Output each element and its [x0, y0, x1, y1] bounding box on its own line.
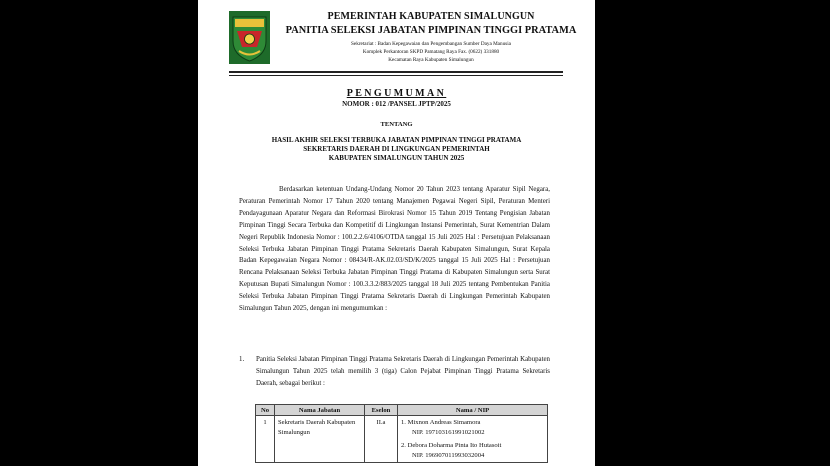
list-item-text: Panitia Seleksi Jabatan Pimpinan Tinggi Pratama Sekretaris Daerah di Lingkungan Pemerintah Kabupaten Simalungun Tahun 2025 telah memilih 3 (tiga) Calon Pejabat Pimpinan Tinggi Pratama Sekretaris Daerah, sebagai berikut : — [256, 356, 550, 387]
candidate-nip: NIP. 197103161991021002 — [412, 428, 485, 436]
cell-nama-nip — [398, 416, 548, 463]
letterhead-secretariat: Sekretariat : Badan Kepegawaian dan Pengembangan Sumber Daya Manusia Komplek Perkantoran SKPD Pamatang Raya Fax. (0622) 331880 Kecamatan Raya Kabupaten Simalungun — [351, 41, 511, 63]
table-header-row — [256, 405, 548, 416]
cell-eselon: II.a — [365, 416, 398, 463]
letterhead — [278, 10, 584, 64]
cell-jabatan: Sekretaris Daerah Kabupaten Simalungun — [275, 416, 365, 463]
column-header-jabatan: Nama Jabatan — [275, 405, 365, 416]
announcement-subject: HASIL AKHIR SELEKSI TERBUKA JABATAN PIMPINAN TINGGI PRATAMA SEKRETARIS DAERAH DI LINGKUNGAN PEMERINTAH KABUPATEN SIMALUNGUN TAHUN 2025 — [271, 136, 522, 162]
letterhead-divider-thin — [229, 75, 563, 76]
announcement-title: PENGUMUMAN — [346, 88, 447, 99]
cell-no: 1 — [256, 416, 275, 463]
list-item-number: 1. — [239, 356, 245, 363]
letterhead-committee: PANITIA SELEKSI JABATAN PIMPINAN TINGGI PRATAMA — [285, 25, 577, 36]
announcement-number: NOMOR : 012 /PANSEL JPTP/2025 — [342, 100, 451, 108]
column-header-eselon: Eselon — [365, 405, 398, 416]
candidate-nip: NIP. 196907011993032004 — [412, 451, 485, 459]
announcement-about: TENTANG — [380, 121, 413, 128]
table-row — [256, 416, 548, 463]
list-item — [239, 354, 550, 390]
candidates-table — [255, 404, 548, 463]
candidate-name: 1. Mixnon Andreas Simamora — [401, 419, 481, 426]
column-header-nama-nip: Nama / NIP — [398, 405, 548, 416]
letterhead-government: PEMERINTAH KABUPATEN SIMALUNGUN — [327, 11, 535, 22]
letterhead-divider — [229, 71, 563, 73]
simalungun-emblem-logo — [229, 11, 270, 64]
candidate-name: 2. Debora Doharma Pinta Ito Hutasoit — [401, 442, 502, 449]
column-header-no: No — [256, 405, 275, 416]
document-page — [198, 0, 595, 466]
announcement-body: Berdasarkan ketentuan Undang-Undang Nomor 20 Tahun 2023 tentang Aparatur Sipil Negara, Peraturan Pemerintah Nomor 17 Tahun 2020 tentang Manajemen Pegawai Negeri Sipil, Peraturan Menteri Pendayagunaan Aparatur Negara dan Reformasi Birokrasi Nomor 15 Tahun 2019 Tentang Pengisian Jabatan Pimpinan Tinggi Secara Terbuka dan Kompetitif di Lingkungan Instansi Pemerintah, Surat Kementrian Dalam Negeri Republik Indonesia Nomor : 100.2.2.6/4106/OTDA tanggal 15 Juli 2025 Hal : Persetujuan Pelaksanaan Seleksi Terbuka Jabatan Pimpinan Tinggi Pratama Sekretaris Daerah Kabupaten Simalungun, Surat Kepala Badan Kepegawaian Negara Nomor : 08434/R-AK.02.03/SD/K/2025 tanggal 15 Juli 2025 Hal : Persetujuan Rencana Pelaksanaan Seleksi Terbuka Jabatan Pimpinan Tinggi Pratama di Kabupaten Simalungun serta Surat Keputusan Bupati Simalungun Nomor : 100.3.3.2/883/2025 tanggal 18 Juli 2025 tentang Pembentukan Panitia Seleksi Terbuka Jabatan Pimpinan Tinggi Pratama Sekretaris Daerah di Lingkungan Pemerintah Kabupaten Simalungun Tahun 2025, dengan ini mengumumkan : — [239, 186, 550, 313]
